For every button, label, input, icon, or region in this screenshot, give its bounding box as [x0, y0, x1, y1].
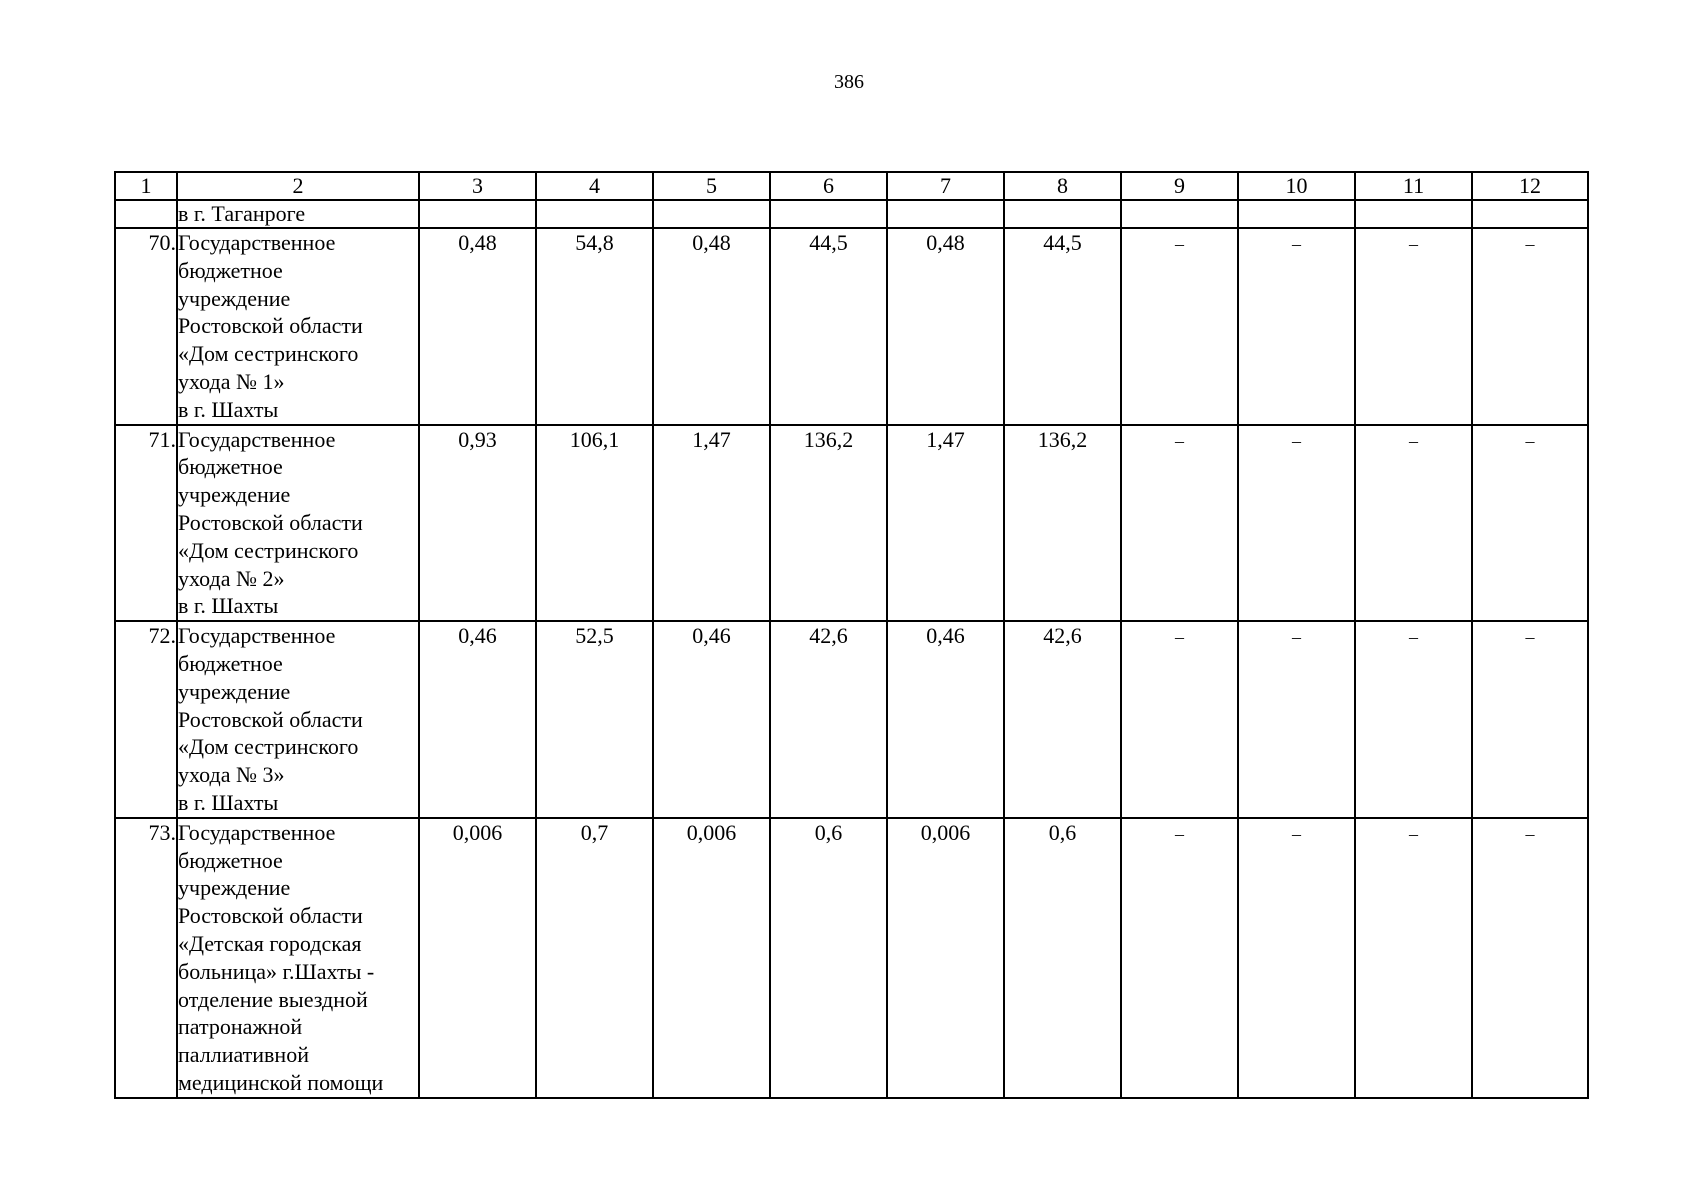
column-header: 3	[419, 172, 536, 200]
value-cell	[1472, 200, 1588, 228]
dash-cell	[1472, 425, 1588, 622]
value-cell: 44,5	[770, 228, 887, 425]
dash-cell	[1238, 228, 1355, 425]
dash-cell	[1355, 818, 1472, 1098]
dash-cell	[1472, 621, 1588, 818]
dash-mark: –	[1525, 234, 1535, 254]
dash-cell	[1355, 228, 1472, 425]
column-header: 5	[653, 172, 770, 200]
dash-cell	[1472, 228, 1588, 425]
value-cell: 0,006	[419, 818, 536, 1098]
value-cell	[536, 200, 653, 228]
dash-cell	[1121, 228, 1238, 425]
value-cell: 0,7	[536, 818, 653, 1098]
value-cell: 0,46	[887, 621, 1004, 818]
dash-cell	[1355, 425, 1472, 622]
value-cell	[770, 200, 887, 228]
dash-cell	[1355, 621, 1472, 818]
dash-mark: –	[1175, 234, 1184, 254]
value-cell	[1238, 200, 1355, 228]
value-cell: 1,47	[887, 425, 1004, 622]
value-cell: 1,47	[653, 425, 770, 622]
header-row	[115, 172, 1588, 200]
row-number-cell: 71.	[115, 425, 177, 622]
value-cell: 42,6	[770, 621, 887, 818]
row-number-cell: 73.	[115, 818, 177, 1098]
column-header: 11	[1355, 172, 1472, 200]
dash-mark: –	[1409, 234, 1418, 254]
dash-mark: –	[1175, 627, 1184, 648]
data-table	[114, 171, 1589, 1099]
table-body	[115, 200, 1588, 1098]
value-cell: 54,8	[536, 228, 653, 425]
institution-name-cell: Государственное бюджетное учреждение Ростовской области «Дом сестринского ухода № 2» в г. Шахты	[177, 425, 419, 622]
dash-mark: –	[1409, 627, 1418, 648]
column-header: 4	[536, 172, 653, 200]
column-header: 12	[1472, 172, 1588, 200]
column-header: 2	[177, 172, 419, 200]
dash-mark: –	[1409, 430, 1418, 451]
table-row	[115, 621, 1588, 818]
value-cell: 0,006	[653, 818, 770, 1098]
column-header: 1	[115, 172, 177, 200]
dash-mark: –	[1525, 430, 1535, 451]
column-header: 7	[887, 172, 1004, 200]
column-header: 10	[1238, 172, 1355, 200]
value-cell	[1355, 200, 1472, 228]
column-header: 9	[1121, 172, 1238, 200]
row-number-cell	[115, 200, 177, 228]
row-number-cell: 72.	[115, 621, 177, 818]
value-cell	[887, 200, 1004, 228]
value-cell: 0,93	[419, 425, 536, 622]
value-cell: 0,48	[653, 228, 770, 425]
dash-cell	[1472, 818, 1588, 1098]
table-header	[115, 172, 1588, 200]
dash-mark: –	[1409, 823, 1418, 844]
institution-name-cell: Государственное бюджетное учреждение Ростовской области «Детская городская больница» г.Шахты - отделение выездной патронажной паллиативной медицинской помощи	[177, 818, 419, 1098]
column-header: 6	[770, 172, 887, 200]
value-cell: 136,2	[1004, 425, 1121, 622]
value-cell: 42,6	[1004, 621, 1121, 818]
dash-mark: –	[1175, 823, 1184, 844]
dash-mark: –	[1292, 430, 1301, 451]
page-number: 386	[834, 71, 864, 93]
dash-mark: –	[1292, 823, 1301, 844]
value-cell: 44,5	[1004, 228, 1121, 425]
value-cell: 136,2	[770, 425, 887, 622]
value-cell: 0,006	[887, 818, 1004, 1098]
value-cell	[419, 200, 536, 228]
institution-name-cell: Государственное бюджетное учреждение Ростовской области «Дом сестринского ухода № 1» в г. Шахты	[177, 228, 419, 425]
value-cell	[653, 200, 770, 228]
value-cell	[1121, 200, 1238, 228]
value-cell	[1004, 200, 1121, 228]
value-cell: 0,6	[1004, 818, 1121, 1098]
value-cell: 106,1	[536, 425, 653, 622]
dash-mark: –	[1175, 430, 1184, 451]
value-cell: 0,48	[419, 228, 536, 425]
institution-name-cell: Государственное бюджетное учреждение Ростовской области «Дом сестринского ухода № 3» в г. Шахты	[177, 621, 419, 818]
value-cell: 0,48	[887, 228, 1004, 425]
row-number-cell: 70.	[115, 228, 177, 425]
dash-cell	[1238, 621, 1355, 818]
table-row	[115, 818, 1588, 1098]
value-cell: 0,46	[653, 621, 770, 818]
dash-cell	[1238, 425, 1355, 622]
dash-mark: –	[1525, 627, 1535, 648]
dash-cell	[1121, 425, 1238, 622]
dash-cell	[1238, 818, 1355, 1098]
value-cell: 52,5	[536, 621, 653, 818]
dash-mark: –	[1525, 823, 1535, 844]
table-row	[115, 425, 1588, 622]
table-row	[115, 228, 1588, 425]
value-cell: 0,46	[419, 621, 536, 818]
dash-cell	[1121, 621, 1238, 818]
table-row-continuation	[115, 200, 1588, 228]
value-cell: 0,6	[770, 818, 887, 1098]
column-header: 8	[1004, 172, 1121, 200]
dash-cell	[1121, 818, 1238, 1098]
institution-name-cell: в г. Таганроге	[177, 200, 419, 228]
dash-mark: –	[1292, 234, 1301, 254]
dash-mark: –	[1292, 627, 1301, 648]
